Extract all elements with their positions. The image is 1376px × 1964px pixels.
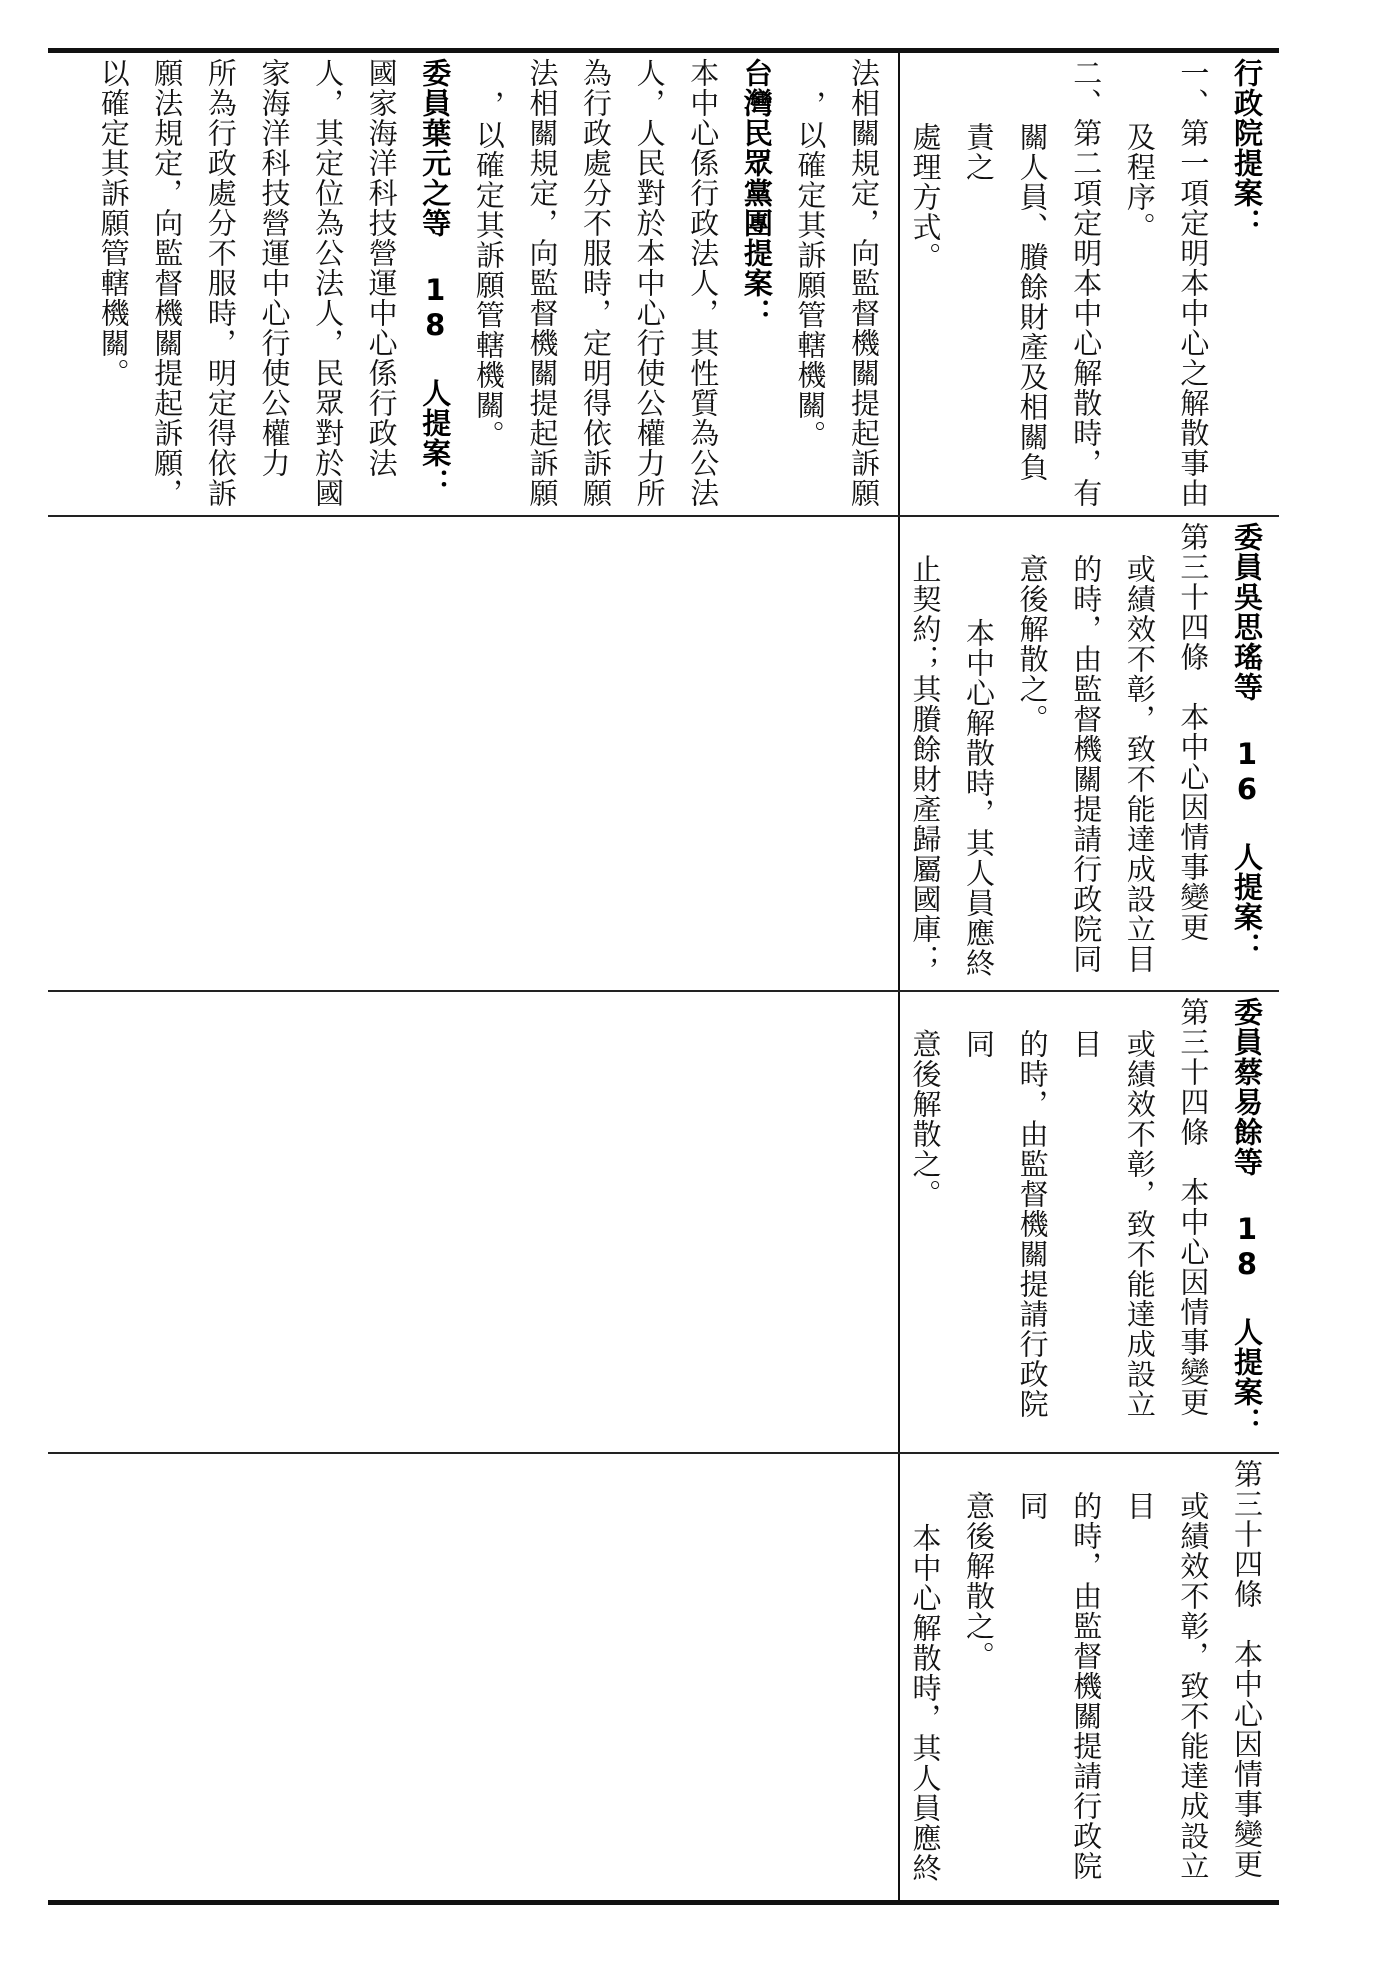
proposal-heading: 委員葉元之等 18 人提案： (418, 58, 453, 498)
text-line: 第三十四條 本中心因情事變更 (1176, 522, 1211, 942)
text-line: 及程序。 (1122, 121, 1157, 242)
proposal-text (908, 997, 1273, 1447)
explanation-cell-lower (908, 58, 1273, 510)
row-divider-3 (48, 1452, 1279, 1454)
text-line: 本中心解散時，其人員應終 (908, 1522, 943, 1883)
text-line: 意後解散之。 (1015, 553, 1050, 734)
text-line: 以確定其訴願管轄機關。 (96, 58, 131, 388)
text-line: 的時，由監督機關提請行政院同 (1069, 553, 1104, 974)
explanation-cell-top (60, 58, 890, 510)
proposal-text (908, 522, 1273, 985)
text-line: 或績效不彰，致不能達成設立目 (1122, 553, 1157, 974)
text-line: 第三十四條 本中心因情事變更 (1230, 1459, 1264, 1879)
row-divider-2 (48, 990, 1279, 992)
text-line: 本中心解散時，其人員應終 (962, 617, 997, 978)
table-top-rule (48, 48, 1279, 53)
text-line: 一、第一項定明本中心之解散事由 (1176, 58, 1211, 508)
text-line: 人，人民對於本中心行使公權力所 (632, 58, 667, 508)
text-line: 法相關規定，向監督機關提起訴願 (525, 58, 560, 508)
text-line: 處理方式。 (908, 121, 943, 272)
text-line: 關人員、賸餘財產及相關負責之 (962, 121, 1050, 482)
text-line: 第三十四條 本中心因情事變更 (1176, 997, 1211, 1417)
text-line: 或績效不彰，致不能達成設立目 (1122, 1490, 1211, 1881)
text-line: ，以確定其訴願管轄機關。 (793, 89, 828, 450)
text-line: 意後解散之。 (962, 1490, 997, 1671)
proposal-heading: 委員蔡易餘等 18 人提案： (1230, 997, 1264, 1437)
proposal-heading: 台灣民眾黨團提案： (739, 58, 774, 328)
row-divider-1 (48, 515, 1279, 517)
text-line: 所為行政處分不服時，明定得依訴 (203, 58, 238, 508)
proposal-cell-exec (908, 1459, 1273, 1895)
text-line: 的時，由監督機關提請行政院同 (962, 1028, 1050, 1419)
text-line: 法相關規定，向監督機關提起訴願 (847, 58, 881, 508)
explanation-text (908, 58, 1273, 510)
text-line: 本中心係行政法人，其性質為公法 (686, 58, 721, 508)
proposal-text (908, 1459, 1273, 1895)
column-divider (898, 50, 900, 1903)
text-line: 為行政處分不服時，定明得依訴願 (579, 58, 614, 508)
text-line: 的時，由監督機關提請行政院同 (1015, 1490, 1104, 1881)
table-bottom-rule (48, 1900, 1279, 1905)
text-line: 意後解散之。 (908, 1028, 943, 1209)
proposal-cell-wu (908, 522, 1273, 985)
text-line: 二、第二項定明本中心解散時，有 (1069, 58, 1104, 508)
text-line: 家海洋科技營運中心行使公權力 (257, 58, 292, 478)
explanation-text (86, 58, 890, 510)
text-line: 止契約；其賸餘財產歸屬國庫； (908, 553, 943, 974)
text-line: 願法規定，向監督機關提起訴願， (150, 58, 185, 508)
text-line: 國家海洋科技營運中心係行政法 (364, 58, 399, 478)
proposal-heading: 委員吳思瑤等 16 人提案： (1230, 522, 1264, 962)
proposal-heading: 行政院提案： (1230, 58, 1264, 238)
text-line: ，以確定其訴願管轄機關。 (471, 89, 506, 450)
text-line: 或績效不彰，致不能達成設立目 (1069, 1028, 1157, 1419)
text-line: 人，其定位為公法人，民眾對於國 (311, 58, 346, 508)
proposal-cell-tsai (908, 997, 1273, 1447)
